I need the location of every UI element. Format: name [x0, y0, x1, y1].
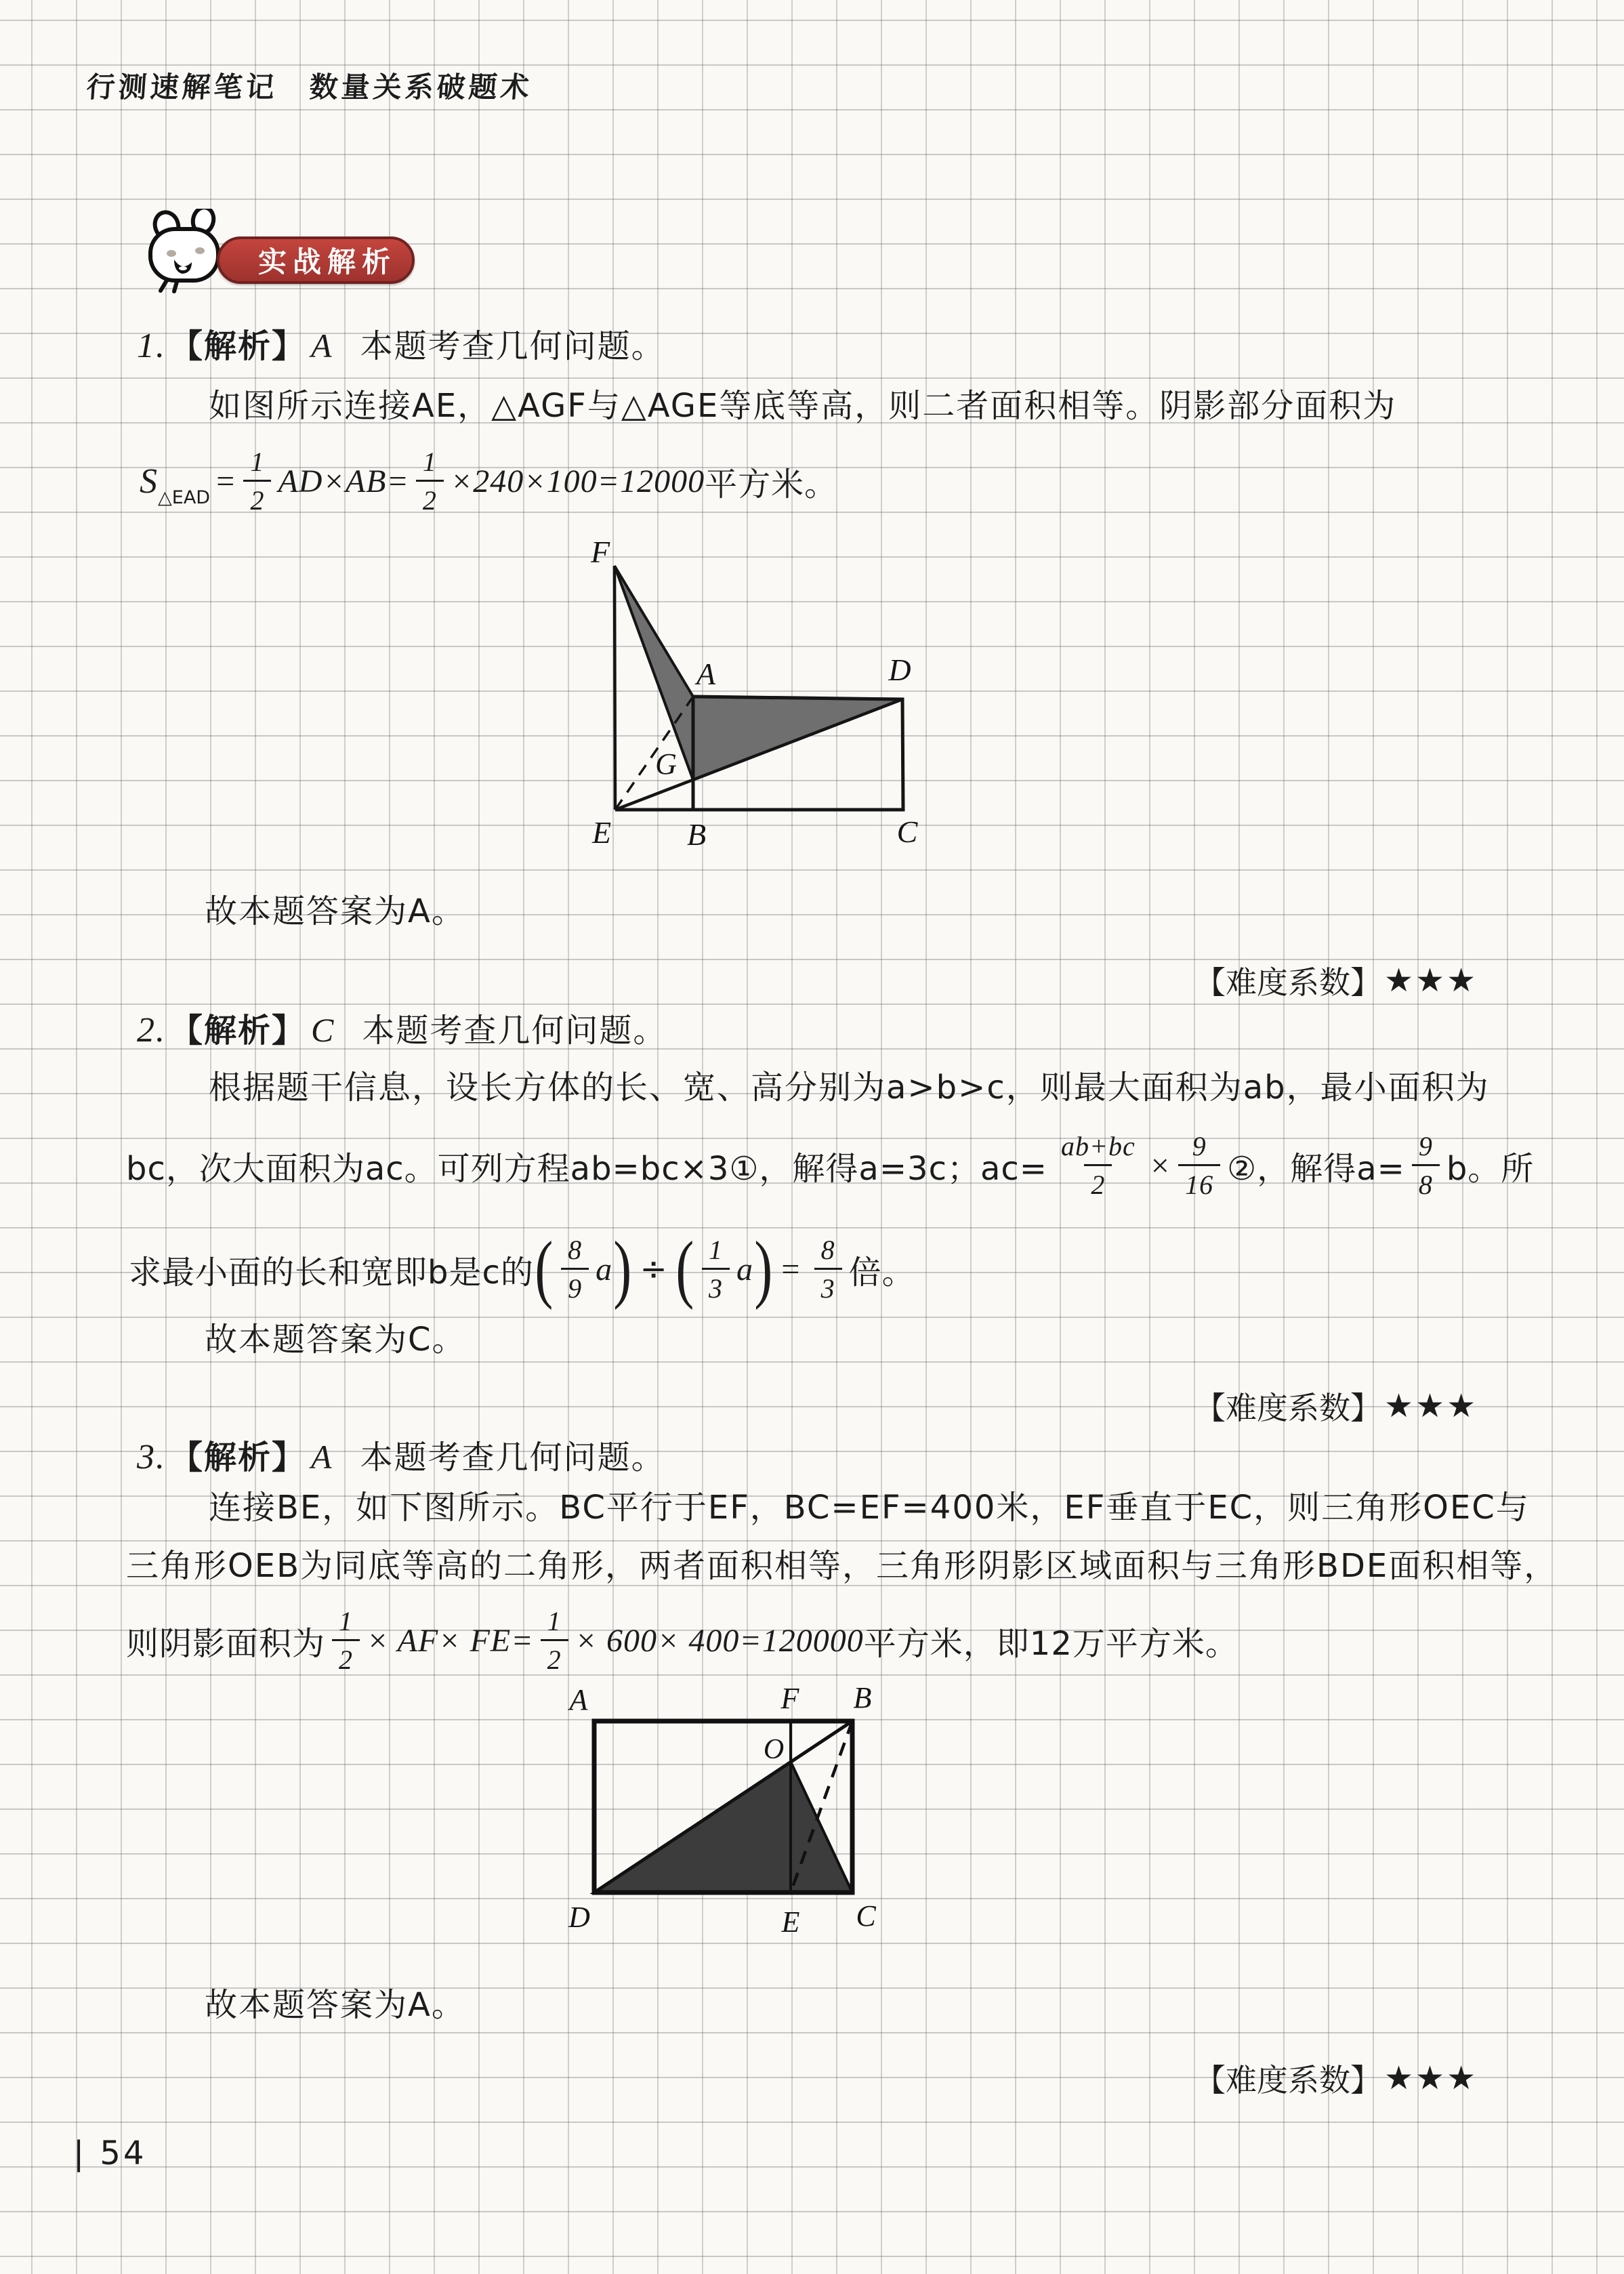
fraction-9-16: $\frac{9}{16}$	[1178, 1133, 1220, 1199]
left-parenthesis: (	[535, 1226, 554, 1311]
figure1-label-D: D	[888, 653, 911, 687]
difficulty-stars: ★★★	[1384, 1387, 1478, 1425]
figure2-label-F: F	[780, 1682, 799, 1715]
formula-area-symbol: S △EAD	[140, 461, 211, 508]
figure1-diagram	[556, 529, 962, 867]
problem3-difficulty	[1194, 2056, 1478, 2101]
problem2-difficulty	[1194, 1384, 1478, 1428]
left-parenthesis: (	[675, 1226, 694, 1311]
problem2-paragraph1: 根据题干信息，设长方体的长、宽、高分别为a>b>c，则最大面积为ab，最小面积为	[209, 1069, 1490, 1107]
section-badge-label: 实战解析	[257, 245, 396, 278]
problem3-formula: 则阴影面积为 $\frac{1}{2}$ × AF× FE= $\frac{1}{2}$ × 600× 400=120000 平方米，即12万平方米。	[126, 1605, 1238, 1675]
problem2-equation-line: bc，次大面积为ac。可列方程ab=bc×3①，解得a=3c；ac= $\frac{ab+bc}{2}$ × $\frac{9}{16}$ ②，解得a= $\frac{9}{8}$ b。所	[126, 1130, 1535, 1200]
problem3-answer: 故本题答案为A。	[205, 1986, 465, 2024]
figure1-label-E: E	[591, 815, 612, 850]
fraction-one-half: $\frac{1}{2}$	[541, 1608, 568, 1674]
page-number: | 54	[73, 2134, 147, 2172]
analysis-tag: 【解析】	[170, 1439, 306, 1476]
problem1-paragraph: 如图所示连接AE，△AGF与△AGE等底等高，则二者面积相等。阴影部分面积为	[209, 387, 1397, 425]
right-parenthesis: )	[613, 1226, 633, 1311]
fraction-8-3: $\frac{8}{3}$	[814, 1237, 842, 1302]
problem2-answer: 故本题答案为C。	[205, 1321, 466, 1359]
figure2-shaded-triangle-DOC	[594, 1762, 852, 1893]
problem3-answer-letter: A	[311, 1438, 333, 1476]
difficulty-label: 【难度系数】	[1194, 2062, 1381, 2099]
problem1-answer: 故本题答案为A。	[205, 892, 465, 930]
figure2-diagram	[549, 1677, 928, 1948]
page-header-title: 行测速解笔记 数量关系破题术	[85, 70, 534, 104]
problem3-paragraph2: 三角形OEB为同底等高的二角形，两者面积相等，三角形阴影区域面积与三角形BDE面积相等，	[126, 1547, 1558, 1585]
problem1-formula: S △EAD = $\frac{1}{2}$ AD×AB= $\frac{1}{2}$ ×240×100=12000 平方米。	[140, 446, 838, 516]
right-parenthesis: )	[754, 1226, 773, 1311]
difficulty-label: 【难度系数】	[1194, 1390, 1381, 1426]
fraction-1-3: $\frac{1}{3}$	[702, 1237, 730, 1302]
figure2-label-B: B	[853, 1681, 872, 1714]
analysis-tag: 【解析】	[170, 327, 306, 365]
problem1-topic: 本题考查几何问题。	[360, 327, 665, 365]
problem1-number: 1.	[137, 327, 166, 365]
difficulty-stars: ★★★	[1384, 962, 1478, 999]
figure1-label-F: F	[590, 535, 610, 569]
fraction-one-half: $\frac{1}{2}$	[416, 449, 444, 514]
fraction-8-9: $\frac{8}{9}$	[561, 1237, 589, 1302]
section-badge	[217, 236, 415, 284]
fraction-9-8: $\frac{9}{8}$	[1412, 1133, 1440, 1199]
figure2-label-E: E	[781, 1905, 800, 1939]
fraction-one-half: $\frac{1}{2}$	[243, 449, 271, 514]
problem2-topic: 本题考查几何问题。	[362, 1012, 667, 1050]
figure2-label-C: C	[856, 1899, 876, 1932]
figure2-label-D: D	[568, 1901, 590, 1934]
difficulty-stars: ★★★	[1384, 2059, 1478, 2097]
figure1-shaded-sliver-FAG	[615, 566, 693, 780]
problem2-heading	[137, 1004, 667, 1051]
problem3-paragraph1: 连接BE，如下图所示。BC平行于EF，BC=EF=400米，EF垂直于EC，则三角形OEC与	[209, 1489, 1530, 1527]
figure1-label-C: C	[896, 814, 918, 849]
analysis-tag: 【解析】	[170, 1012, 306, 1050]
figure1-label-A: A	[696, 657, 716, 691]
figure1-label-B: B	[686, 817, 707, 852]
figure2-label-O: O	[763, 1734, 785, 1765]
problem3-heading	[137, 1431, 665, 1478]
problem3-number: 3.	[137, 1438, 166, 1476]
problem3-topic: 本题考查几何问题。	[360, 1439, 665, 1476]
problem2-answer-letter: C	[311, 1011, 335, 1049]
figure1-dashed-line-EA	[615, 697, 693, 810]
fraction-one-half: $\frac{1}{2}$	[332, 1608, 360, 1674]
figure2-label-A: A	[569, 1683, 588, 1716]
problem1-difficulty	[1194, 958, 1478, 1003]
problem2-number: 2.	[137, 1011, 166, 1050]
difficulty-label: 【难度系数】	[1194, 964, 1381, 1001]
problem1-answer-letter: A	[311, 327, 333, 365]
problem1-heading	[137, 320, 665, 367]
fraction-ab-plus-bc-over-2: $\frac{ab+bc}{2}$	[1061, 1130, 1136, 1200]
problem2-ratio-line: 求最小面的长和宽即b是c的 ( $\frac{8}{9}$ a ) ÷ ( $\frac{1}{3}$ a ) = $\frac{8}{3}$ 倍。	[129, 1226, 915, 1311]
figure1-label-G: G	[655, 747, 677, 781]
